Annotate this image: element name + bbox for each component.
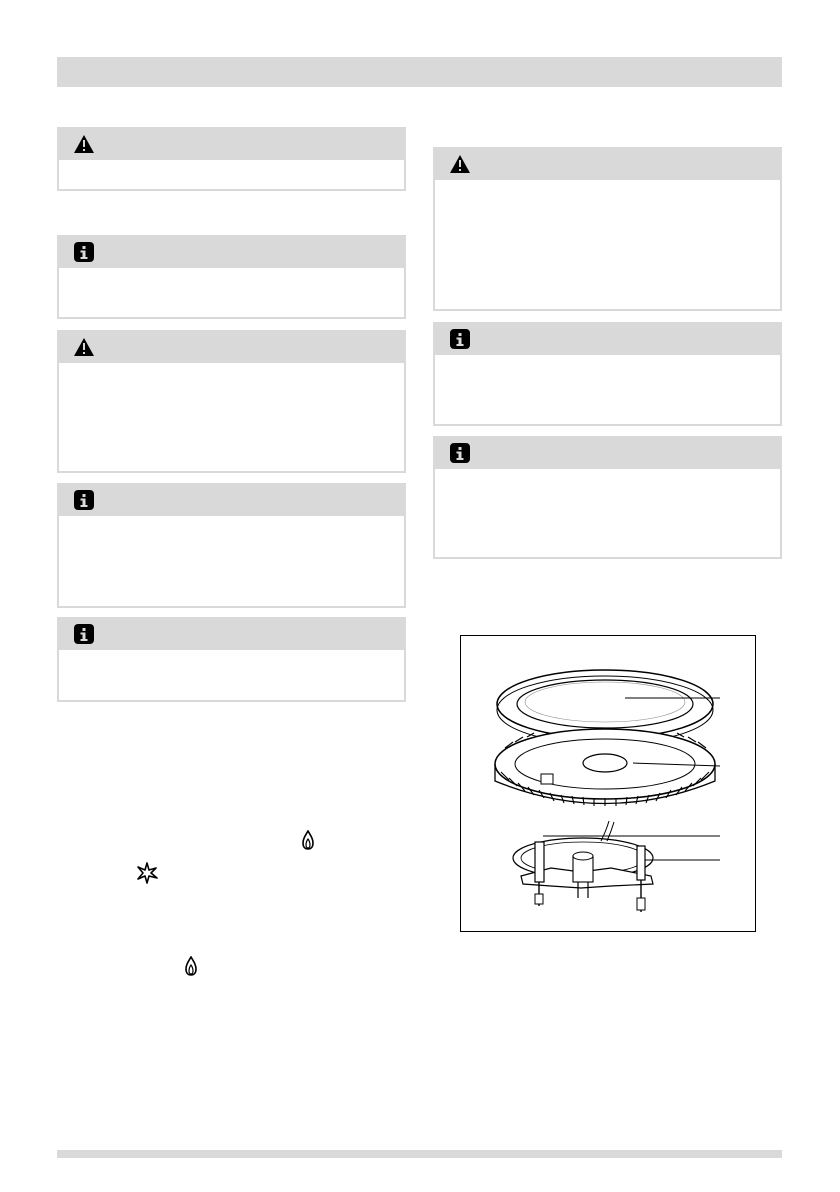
info-box-2 — [57, 483, 406, 608]
spark-icon — [136, 862, 158, 884]
warning-box-header — [435, 149, 780, 180]
info-icon — [449, 443, 471, 463]
burner-crown — [495, 729, 715, 806]
info-box-5 — [433, 436, 782, 559]
warning-box-3 — [433, 147, 782, 311]
warning-box-1 — [57, 127, 406, 191]
info-box-header — [59, 237, 404, 268]
burner-base — [513, 821, 653, 912]
burner-exploded-view — [461, 636, 755, 931]
flame-icon — [301, 830, 315, 850]
flame-icon — [184, 956, 198, 976]
info-box-header — [59, 619, 404, 650]
info-icon — [73, 490, 95, 510]
info-box-1 — [57, 235, 406, 319]
warning-triangle-icon — [73, 337, 95, 357]
warning-box-2 — [57, 330, 406, 473]
info-box-header — [59, 485, 404, 516]
thermocouple — [637, 846, 645, 912]
info-box-header — [435, 438, 780, 469]
warning-triangle-icon — [449, 154, 471, 174]
info-box-4 — [433, 322, 782, 426]
burner-diagram — [460, 635, 756, 932]
info-icon — [73, 624, 95, 644]
page-header-bar — [57, 57, 782, 87]
info-icon — [449, 329, 471, 349]
info-box-header — [435, 324, 780, 355]
info-box-3 — [57, 617, 406, 702]
page-footer-rule — [57, 1150, 782, 1158]
warning-triangle-icon — [73, 134, 95, 154]
warning-box-header — [59, 332, 404, 363]
warning-box-header — [59, 129, 404, 160]
ignition-candle — [535, 842, 544, 906]
info-icon — [73, 242, 95, 262]
